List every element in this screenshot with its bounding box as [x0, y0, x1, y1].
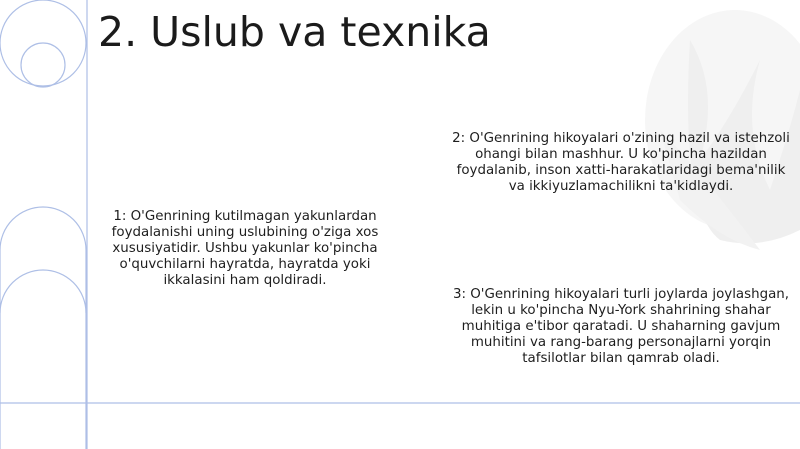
point-2-text: 2: O'Genrining hikoyalari o'zining hazil va istehzoli ohangi bilan mashhur. U ko'pincha hazildan foydalanib, inson xatti-harakatlaridagi bema'nilik va ikkiyuzlamachilikni ta'kidlaydi.	[452, 131, 790, 194]
point-1-text: 1: O'Genrining kutilmagan yakunlardan foydalanishi uning uslubining o'ziga xos xususiyatidir. Ushbu yakunlar ko'pincha o'quvchilarni hayratda, hayratda yoki ikkalasini ham qoldiradi.	[111, 209, 379, 288]
point-3-text: 3: O'Genrining hikoyalari turli joylarda joylashgan, lekin u ko'pincha Nyu-York shahrining shahar muhitiga e'tibor qaratadi. U shaharning gavjum muhitini va rang-barang personajlarni yorqin tafsilotlar bilan qamrab oladi.	[452, 287, 790, 366]
slide-title: 2. Uslub va texnika	[98, 8, 491, 56]
watermark-graphic	[645, 10, 800, 250]
